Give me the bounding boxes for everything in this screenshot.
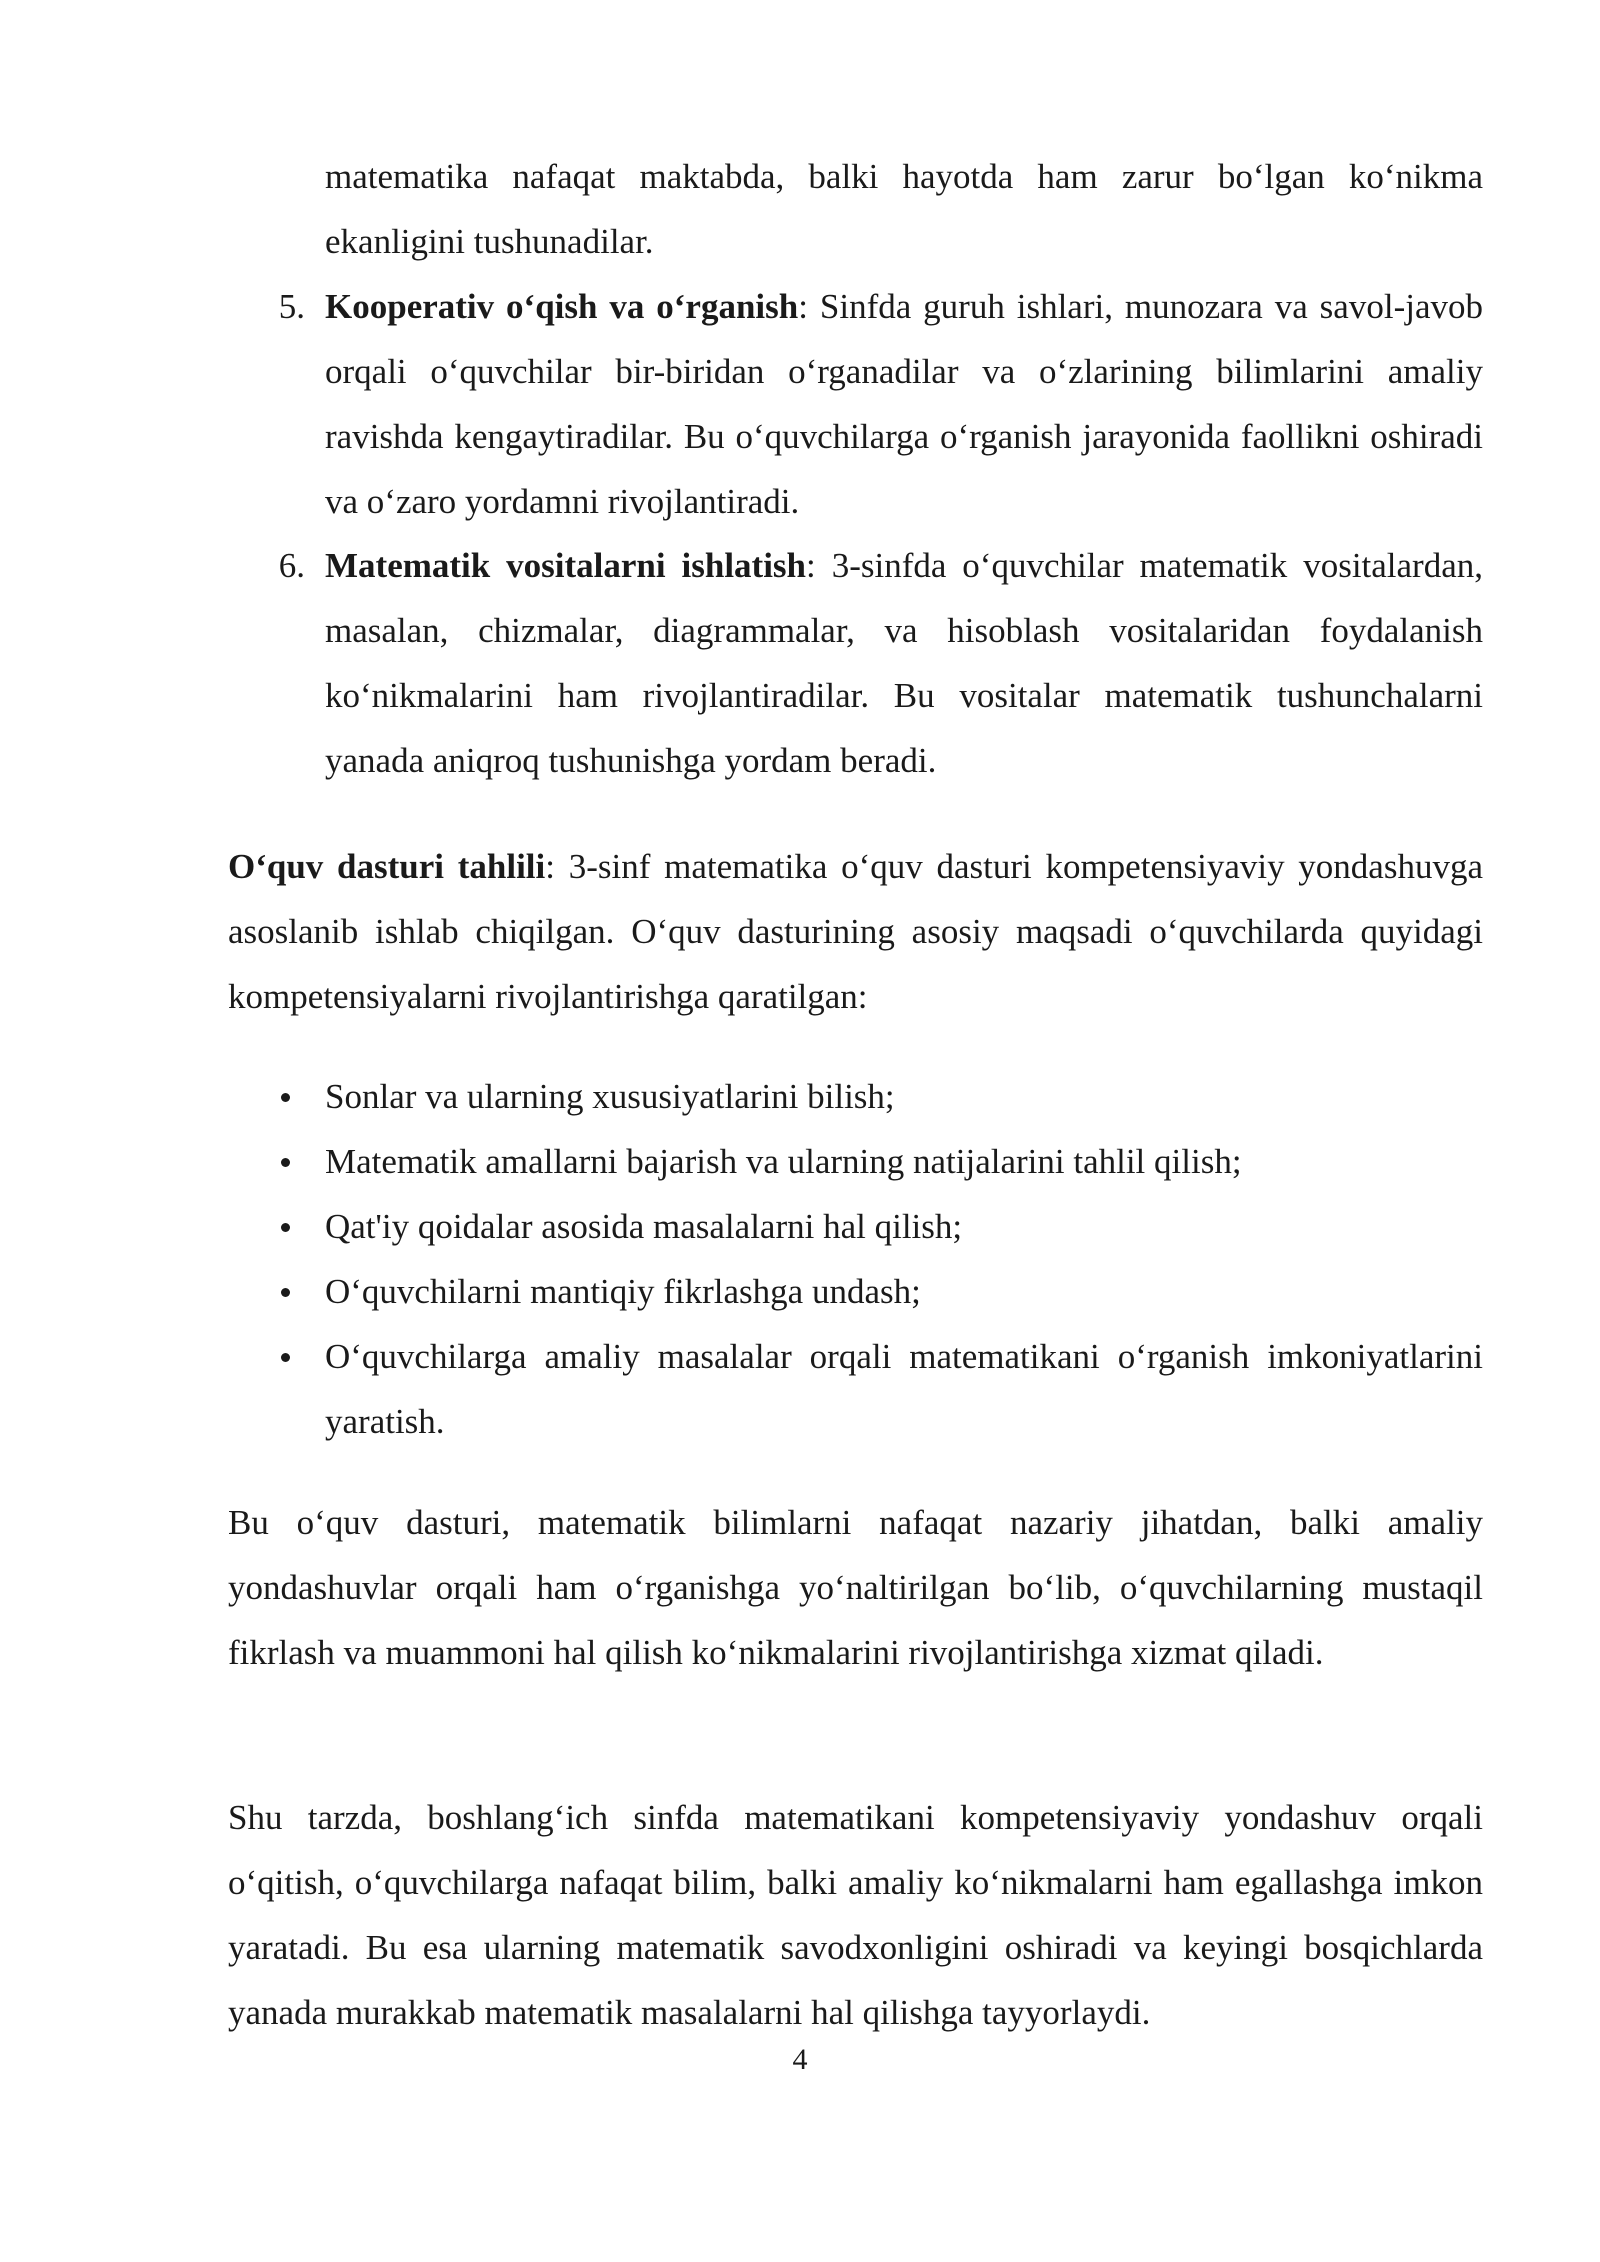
numbered-item-5-title: Kooperativ o‘qish va o‘rganish <box>325 287 799 326</box>
bullet-marker-2 <box>265 1129 305 1194</box>
conclusion-paragraph: Shu tarzda, boshlang‘ich sinfda matematikani kompetensiyaviy yondashuv orqali o‘qitish, o‘quvchilarga nafaqat bilim, balki amaliy ko‘nikmalarni ham egallashga imkon yaratadi. Bu esa ularning matematik savodxonligini oshiradi va keyingi bosqichlarda yanada murakkab matematik masalalarni hal qilishga tayyorlaydi. <box>228 1798 1483 2032</box>
numbered-item-6-separator: : <box>806 546 816 585</box>
bullet-marker-5 <box>265 1324 305 1389</box>
bullet-item-1: Sonlar va ularning xususiyatlarini bilish; <box>325 1077 895 1116</box>
bullet-item-3: Qat'iy qoidalar asosida masalalarni hal qilish; <box>325 1207 963 1246</box>
bullet-item-2: Matematik amallarni bajarish va ularning natijalarini tahlil qilish; <box>325 1142 1242 1181</box>
numbered-item-6-title: Matematik vositalarni ishlatish <box>325 546 807 585</box>
bullet-item-4: O‘quvchilarni mantiqiy fikrlashga undash; <box>325 1272 921 1311</box>
numbered-item-5 <box>325 274 1483 534</box>
numbered-item-5-separator: : <box>798 287 808 326</box>
numbered-item-5-text: Sinfda guruh ishlari, munozara va savol-javob orqali o‘quvchilar bir-biridan o‘rganadilar va o‘zlarining bilimlarini amaliy ravishda kengaytiradilar. Bu o‘quvchilarga o‘rganish jarayonida faollikni oshiradi va o‘zaro yordamni rivojlantiradi. <box>325 287 1483 521</box>
numbered-item-6-text: 3-sinfda o‘quvchilar matematik vositalardan, masalan, chizmalar, diagrammalar, va hisoblash vositalaridan foydalanish ko‘nikmalarini ham rivojlantiradilar. Bu vositalar matematik tushunchalarni yanada aniqroq tushunishga yordam beradi. <box>325 546 1483 780</box>
bullet-item-5: O‘quvchilarga amaliy masalalar orqali matematikani o‘rganish imkoniyatlarini yaratish. <box>325 1337 1483 1441</box>
analysis-paragraph-title: O‘quv dasturi tahlili <box>228 847 546 886</box>
numbered-item-6 <box>325 533 1483 793</box>
analysis-paragraph-separator: : <box>545 847 555 886</box>
list-continuation-line-1: matematika nafaqat maktabda, balki hayotda ham zarur bo‘lgan ko‘nikma <box>325 157 1483 196</box>
bullet-marker-4 <box>265 1259 305 1324</box>
program-paragraph: Bu o‘quv dasturi, matematik bilimlarni nafaqat nazariy jihatdan, balki amaliy yondashuvlar orqali ham o‘rganishga yo‘naltirilgan bo‘lib, o‘quvchilarning mustaqil fikrlash va muammoni hal qilish ko‘nikmalarini rivojlantirishga xizmat qiladi. <box>228 1503 1483 1672</box>
page-number: 4 <box>792 2043 808 2076</box>
list-continuation-line-2: ekanligini tushunadilar. <box>325 222 654 261</box>
bullet-marker-1 <box>265 1064 305 1129</box>
list-number-6: 6. <box>278 546 305 585</box>
analysis-paragraph-text: 3-sinf matematika o‘quv dasturi kompetensiyaviy yondashuvga asoslanib ishlab chiqilgan. O‘quv dasturining asosiy maqsadi o‘quvchilarda quyidagi kompetensiyalarni rivojlantirishga qaratilgan: <box>228 847 1483 1016</box>
list-number-5: 5. <box>278 287 305 326</box>
bullet-marker-3 <box>265 1194 305 1259</box>
analysis-paragraph <box>228 834 1483 1029</box>
